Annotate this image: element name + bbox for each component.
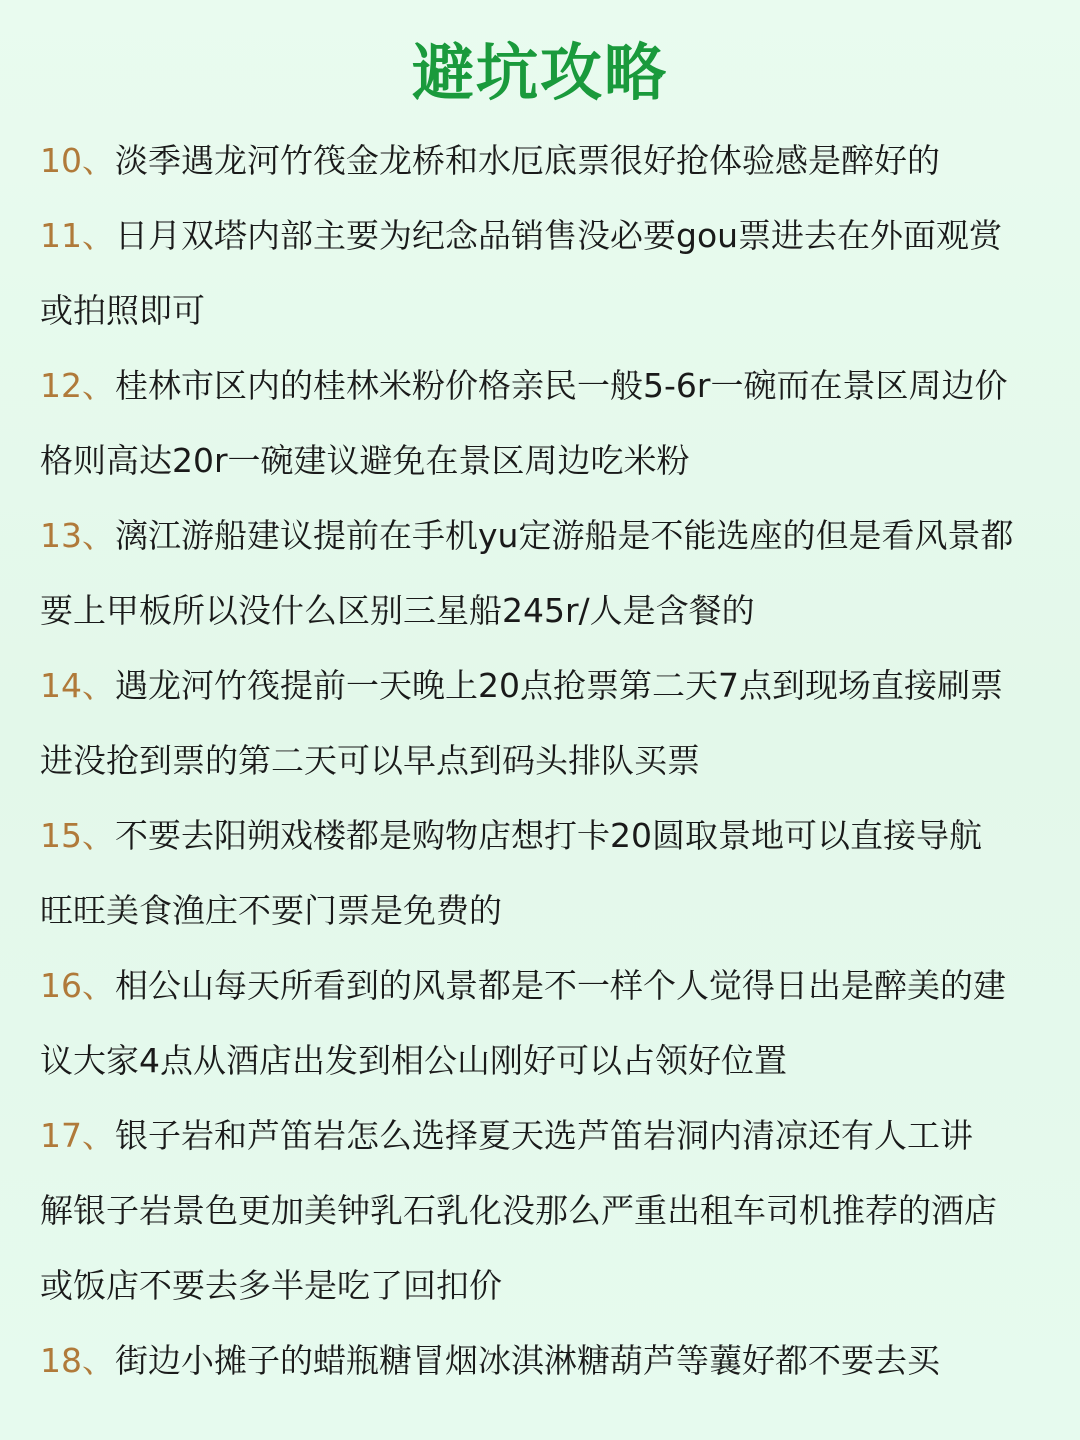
tip-text-continued: 格则高达20r一碗建议避免在景区周边吃米粉 <box>40 441 690 480</box>
tip-number: 10、 <box>40 141 115 180</box>
tip-number: 18、 <box>40 1341 115 1380</box>
tip-text-continued: 或拍照即可 <box>40 291 205 330</box>
tip-text: 漓江游船建议提前在手机yu定游船是不能选座的但是看风景都 <box>115 516 1014 555</box>
tip-text: 日月双塔内部主要为纪念品销售没必要gou票进去在外面观赏 <box>115 216 1003 255</box>
list-item <box>40 348 1050 498</box>
tip-text-continued: 议大家4点从酒店出发到相公山刚好可以占领好位置 <box>40 1041 787 1080</box>
tip-number: 14、 <box>40 666 115 705</box>
list-item <box>40 123 1050 198</box>
tip-number: 17、 <box>40 1116 115 1155</box>
list-item <box>40 198 1050 348</box>
tip-number: 12、 <box>40 366 115 405</box>
list-item <box>40 1323 1050 1398</box>
tip-text: 相公山每天所看到的风景都是不一样个人觉得日出是醉美的建 <box>115 966 1006 1005</box>
tip-text: 街边小摊子的蜡瓶糖冒烟冰淇淋糖葫芦等蘘好都不要去买 <box>115 1341 940 1380</box>
list-item <box>40 948 1050 1098</box>
tip-text-continued: 进没抢到票的第二天可以早点到码头排队买票 <box>40 741 700 780</box>
list-item <box>40 648 1050 798</box>
tip-text: 银子岩和芦笛岩怎么选择夏天选芦笛岩洞内清凉还有人工讲 <box>115 1116 973 1155</box>
tip-text: 淡季遇龙河竹筏金龙桥和水厄底票很好抢体验感是醉好的 <box>115 141 940 180</box>
list-item <box>40 798 1050 948</box>
tip-text-continued: 要上甲板所以没什么区别三星船245r/人是含餐的 <box>40 591 755 630</box>
tip-number: 11、 <box>40 216 115 255</box>
tip-text-continued: 或饭店不要去多半是吃了回扣价 <box>40 1266 502 1305</box>
tip-number: 15、 <box>40 816 115 855</box>
tip-text: 遇龙河竹筏提前一天晚上20点抢票第二天7点到现场直接刷票 <box>115 666 1003 705</box>
tips-list <box>40 123 1050 1398</box>
page-title: 避坑攻略 <box>411 36 668 109</box>
list-item <box>40 1098 1050 1323</box>
tip-text-continued: 解银子岩景色更加美钟乳石乳化没那么严重出租车司机推荐的酒店 <box>40 1191 997 1230</box>
tip-number: 16、 <box>40 966 115 1005</box>
list-item <box>40 498 1050 648</box>
tip-text: 不要去阳朔戏楼都是购物店想打卡20圆取景地可以直接导航 <box>115 816 982 855</box>
tip-text: 桂林市区内的桂林米粉价格亲民一般5-6r一碗而在景区周边价 <box>115 366 1008 405</box>
tip-text-continued: 旺旺美食渔庄不要门票是免费的 <box>40 891 502 930</box>
tip-number: 13、 <box>40 516 115 555</box>
